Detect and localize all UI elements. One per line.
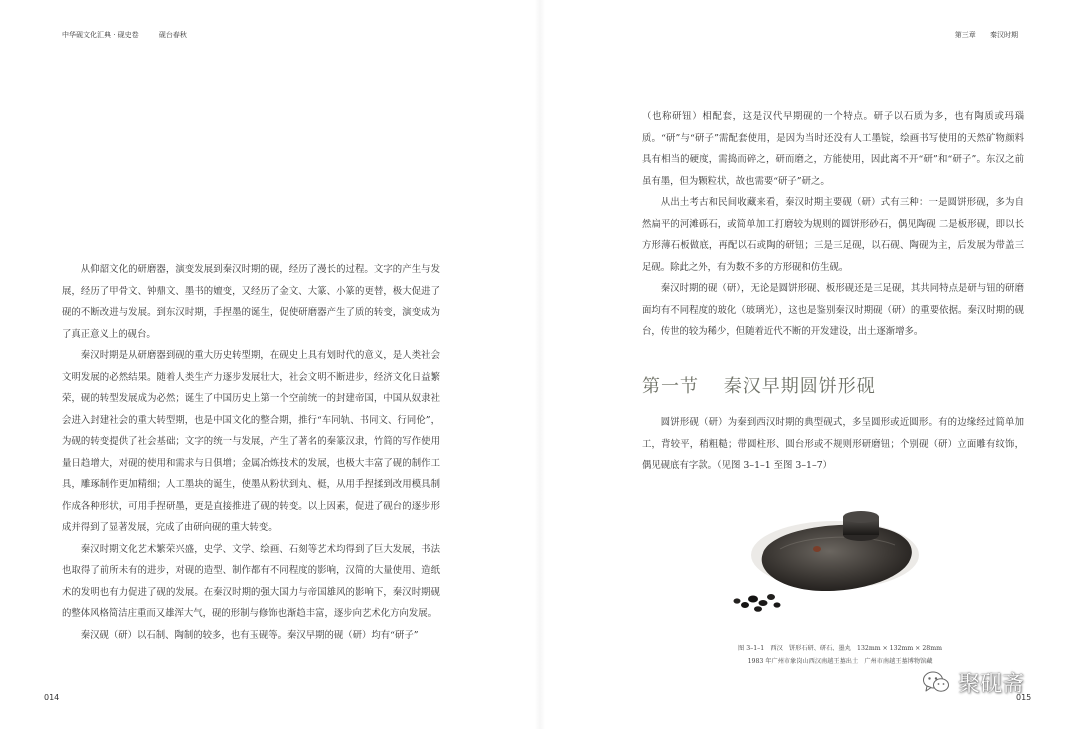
chapter-running-title: 砚台春秋 bbox=[158, 31, 187, 39]
paragraph: 秦汉时期文化艺术繁荣兴盛，史学、文学、绘画、石刻等艺术均得到了巨大发展，书法也取得了前所未有的进步，对砚的造型、制作都有不同程度的影响，汉简的大量使用、造纸术的发明也有力促进了砚的发展。在秦汉时期的强大国力与帝国雄风的影响下，秦汉时期砚的整体风格简洁庄重而又雄浑大气，砚的形制与修饰也渐趋丰富，逐步向艺术化方向发展。 bbox=[62, 543, 440, 619]
right-running-header bbox=[955, 30, 1018, 40]
paragraph: 从仰韶文化的研磨器，演变发展到秦汉时期的砚，经历了漫长的过程。文字的产生与发展，经历了甲骨文、钟鼎文、墨书的嬗变，又经历了金文、大篆、小篆的更替，极大促进了砚的不断改进与发展。到东汉时期，手捏墨的诞生，促使研磨器产生了质的转变，演变成为了真正意义上的砚台。 bbox=[62, 264, 440, 340]
section-number: 第一节 bbox=[642, 376, 699, 397]
caption-line: 图 3–1–1 西汉 饼形石研、研石、墨丸 132mm × 132mm × 28mm bbox=[738, 645, 942, 652]
inkstone-photo bbox=[725, 505, 925, 625]
paragraph: 秦汉时期是从研磨器到砚的重大历史转型期，在砚史上具有划时代的意义，是人类社会文明发展的必然结果。随着人类生产力逐步发展壮大，社会文明不断进步，经济文化日益繁荣，砚的转型发展成为必然；诞生了中国历史上第一个空前统一的封建帝国，中国从奴隶社会进入封建社会的重大转型期，也是中国文化的整合期，推行“车同轨、书同文、行同伦”，为砚的转变提供了社会基础；文字的统一与发展，产生了著名的秦篆汉隶，竹简的写作使用量日趋增大，对砚的使用和需求与日俱增；金属冶炼技术的发展，也极大丰富了砚的制作工具，雕琢制作更加精细；人工墨块的诞生，使墨从粉状到丸、梃，从用手捏揉到改用模具制作成各种形状，可用手捏研墨，更是直接推进了砚的转变。以上因素，促进了砚台的逐步形成并得到了显著发展，完成了由研向砚的重大转变。 bbox=[62, 350, 440, 533]
paragraph: 秦汉时期的砚（研），无论是圆饼形砚、板形砚还是三足砚，其共同特点是研与钮的研磨面均有不同程度的玻化（玻璃光），这也是鉴别秦汉时期砚（研）的重要依据。秦汉时期的砚台，传世的较为稀少，但随着近代不断的开发建设，出土逐渐增多。 bbox=[642, 283, 1024, 337]
left-running-header bbox=[62, 30, 187, 40]
left-body-text bbox=[62, 259, 440, 646]
chapter-title: 秦汉时期 bbox=[990, 31, 1018, 39]
book-title: 中华砚文化汇典 · 砚史卷 bbox=[62, 31, 139, 39]
paragraph: 从出土考古和民间收藏来看，秦汉时期主要砚（研）式有三种：一是圆饼形砚，多为自然扁平的河滩砾石，或简单加工打磨较为规则的圆饼形砂石，偶见陶砚 二是板形砚，即以长方形薄石板做底，再配以石或陶的研钮；三是三足砚，以石砚、陶砚为主，后发展为带盖三足砚。除此之外，有为数不多的方形砚和仿生砚。 bbox=[642, 197, 1024, 273]
paragraph-continuation: （也称研钮）相配套，这是汉代早期砚的一个特点。研子以石质为多，也有陶质或玛瑙质。“研”与“研子”需配套使用，是因为当时还没有人工墨锭，绘画书写使用的天然矿物颜料具有相当的硬度，需捣而碎之，研而磨之，方能使用，因此离不开“研”和“研子”。东汉之前虽有墨，但为颗粒状，故也需要“研子”研之。 bbox=[642, 111, 1024, 187]
chapter-number: 第三章 bbox=[954, 31, 976, 39]
section-body-text bbox=[642, 412, 1024, 477]
paragraph: 圆饼形砚（研）为秦到西汉时期的典型砚式，多呈圆形或近圆形。有的边缘经过简单加工，背较平，稍粗糙；带圆柱形、圆台形或不规则形研磨钮；个别砚（研）立面雕有纹饰，偶见砚底有字款。（见图 3–1–1 至图 3–1–7） bbox=[642, 417, 1024, 471]
page-number-left: 014 bbox=[44, 693, 60, 702]
figure-caption bbox=[700, 642, 980, 668]
paragraph: 秦汉砚（研）以石制、陶制的较多，也有玉砚等。秦汉早期的砚（研）均有“研子” bbox=[80, 629, 419, 641]
caption-line: 1983 年广州市象岗山西汉南越王墓出土 广州市南越王墓博物馆藏 bbox=[747, 658, 933, 665]
wechat-icon bbox=[922, 670, 950, 694]
watermark-text: 聚砚斋 bbox=[958, 671, 1025, 697]
page-number-right: 015 bbox=[1016, 693, 1032, 702]
right-body-text bbox=[642, 106, 1024, 343]
section-heading bbox=[642, 372, 876, 398]
watermark bbox=[922, 668, 1024, 696]
section-title: 秦汉早期圆饼形砚 bbox=[723, 376, 876, 397]
